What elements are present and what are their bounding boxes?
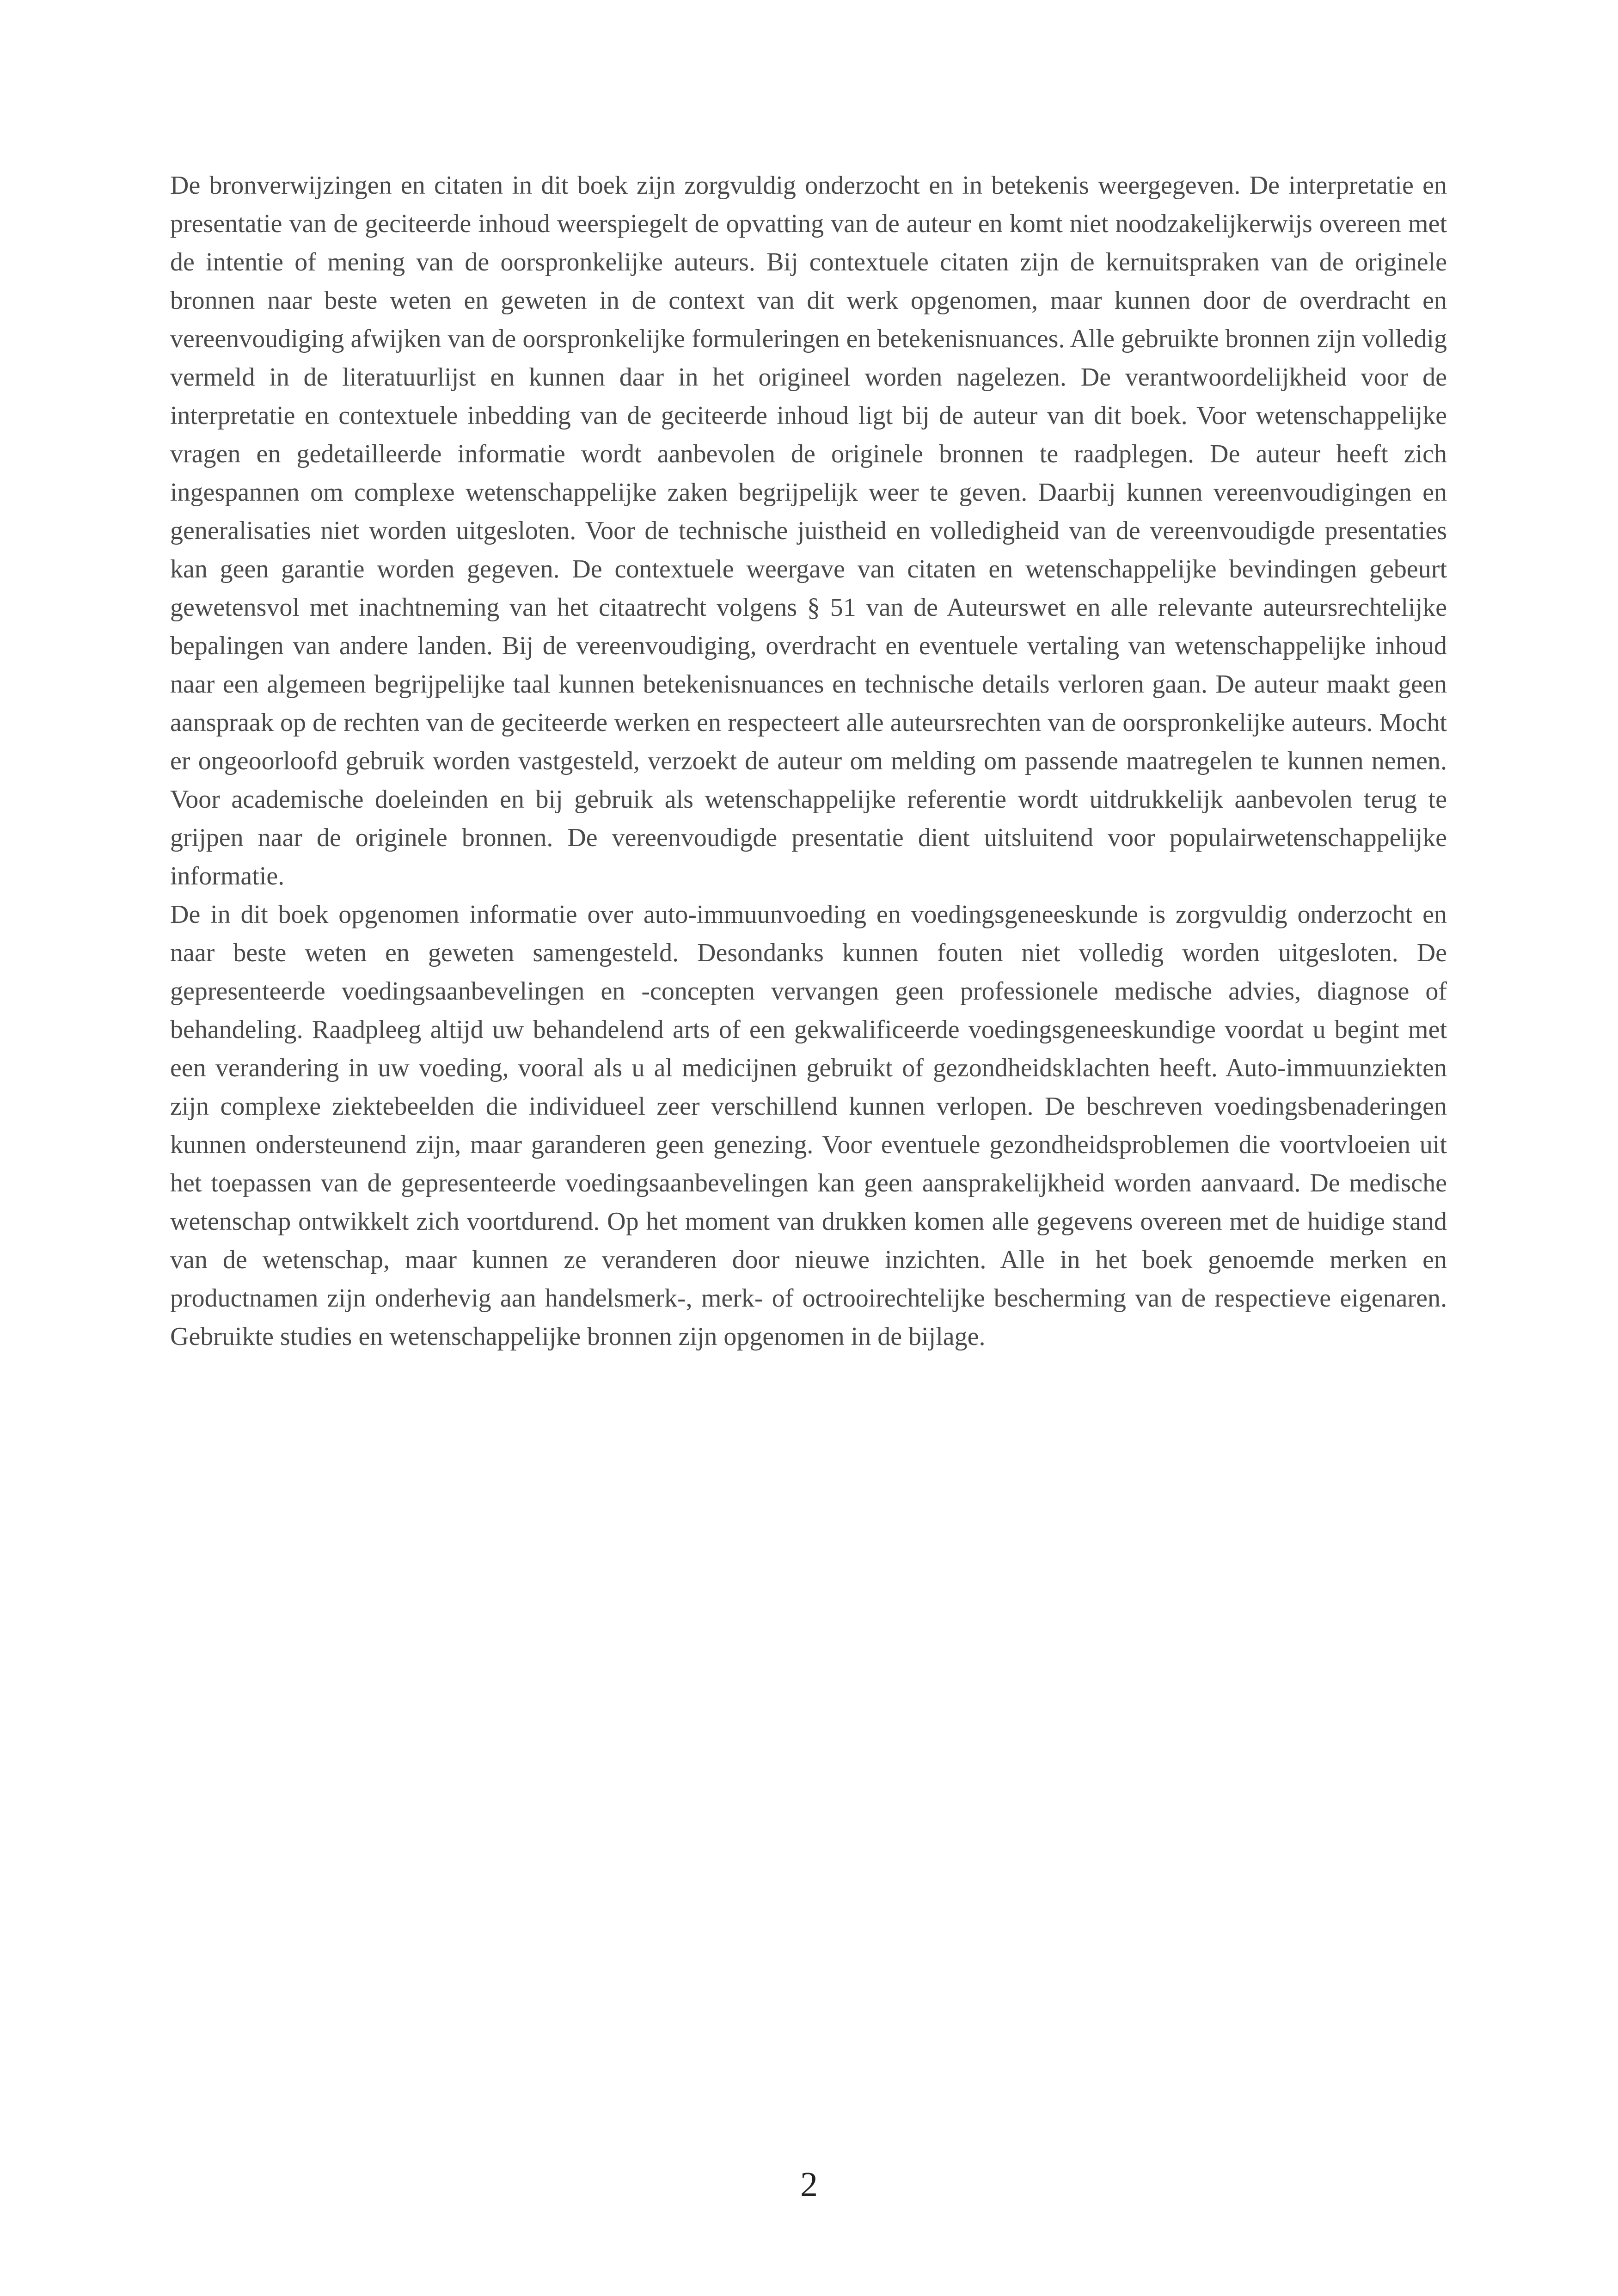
body-text bbox=[170, 166, 1447, 1356]
page-number: 2 bbox=[800, 2165, 818, 2204]
paragraph-source-citations-disclaimer: De bronverwijzingen en citaten in dit boek zijn zorgvuldig onderzocht en in betekenis weergegeven. De interpretatie en presentatie van de geciteerde inhoud weerspiegelt de opvatting van de auteur en komt niet noodzakelijkerwijs overeen met de intentie of mening van de oorspronkelijke auteurs. Bij contextuele citaten zijn de kernuitspraken van de originele bronnen naar beste weten en geweten in de context van dit werk opgenomen, maar kunnen door de overdracht en vereenvoudiging afwijken van de oorspronkelijke formuleringen en betekenisnuances. Alle gebruikte bronnen zijn volledig vermeld in de literatuurlijst en kunnen daar in het origineel worden nagelezen. De verantwoordelijkheid voor de interpretatie en contextuele inbedding van de geciteerde inhoud ligt bij de auteur van dit boek. Voor wetenschappelijke vragen en gedetailleerde informatie wordt aanbevolen de originele bronnen te raadplegen. De auteur heeft zich ingespannen om complexe wetenschappelijke zaken begrijpelijk weer te geven. Daarbij kunnen vereenvoudigingen en generalisaties niet worden uitgesloten. Voor de technische juistheid en volledigheid van de vereenvoudigde presentaties kan geen garantie worden gegeven. De contextuele weergave van citaten en wetenschappelijke bevindingen gebeurt gewetensvol met inachtneming van het citaatrecht volgens § 51 van de Auteurswet en alle relevante auteursrechtelijke bepalingen van andere landen. Bij de vereenvoudiging, overdracht en eventuele vertaling van wetenschappelijke inhoud naar een algemeen begrijpelijke taal kunnen betekenisnuances en technische details verloren gaan. De auteur maakt geen aanspraak op de rechten van de geciteerde werken en respecteert alle auteursrechten van de oorspronkelijke auteurs. Mocht er ongeoorloofd gebruik worden vastgesteld, verzoekt de auteur om melding om passende maatregelen te kunnen nemen. Voor academische doeleinden en bij gebruik als wetenschappelijke referentie wordt uitdrukkelijk aanbevolen terug te grijpen naar de originele bronnen. De vereenvoudigde presentatie dient uitsluitend voor populairwetenschappelijke informatie. bbox=[170, 171, 1447, 890]
paragraph-medical-disclaimer: De in dit boek opgenomen informatie over auto-immuunvoeding en voedingsgeneeskunde is zorgvuldig onderzocht en naar beste weten en geweten samengesteld. Desondanks kunnen fouten niet volledig worden uitgesloten. De gepresenteerde voedingsaanbevelingen en -concepten vervangen geen professionele medische advies, diagnose of behandeling. Raadpleeg altijd uw behandelend arts of een gekwalificeerde voedingsgeneeskundige voordat u begint met een verandering in uw voeding, vooral als u al medicijnen gebruikt of gezondheidsklachten heeft. Auto-immuunziekten zijn complexe ziektebeelden die individueel zeer verschillend kunnen verlopen. De beschreven voedingsbenaderingen kunnen ondersteunend zijn, maar garanderen geen genezing. Voor eventuele gezondheidsproblemen die voortvloeien uit het toepassen van de gepresenteerde voedingsaanbevelingen kan geen aansprakelijkheid worden aanvaard. De medische wetenschap ontwikkelt zich voortdurend. Op het moment van drukken komen alle gegevens overeen met de huidige stand van de wetenschap, maar kunnen ze veranderen door nieuwe inzichten. Alle in het boek genoemde merken en productnamen zijn onderhevig aan handelsmerk-, merk- of octrooirechtelijke bescherming van de respectieve eigenaren. Gebruikte studies en wetenschappelijke bronnen zijn opgenomen in de bijlage. bbox=[170, 900, 1447, 1351]
